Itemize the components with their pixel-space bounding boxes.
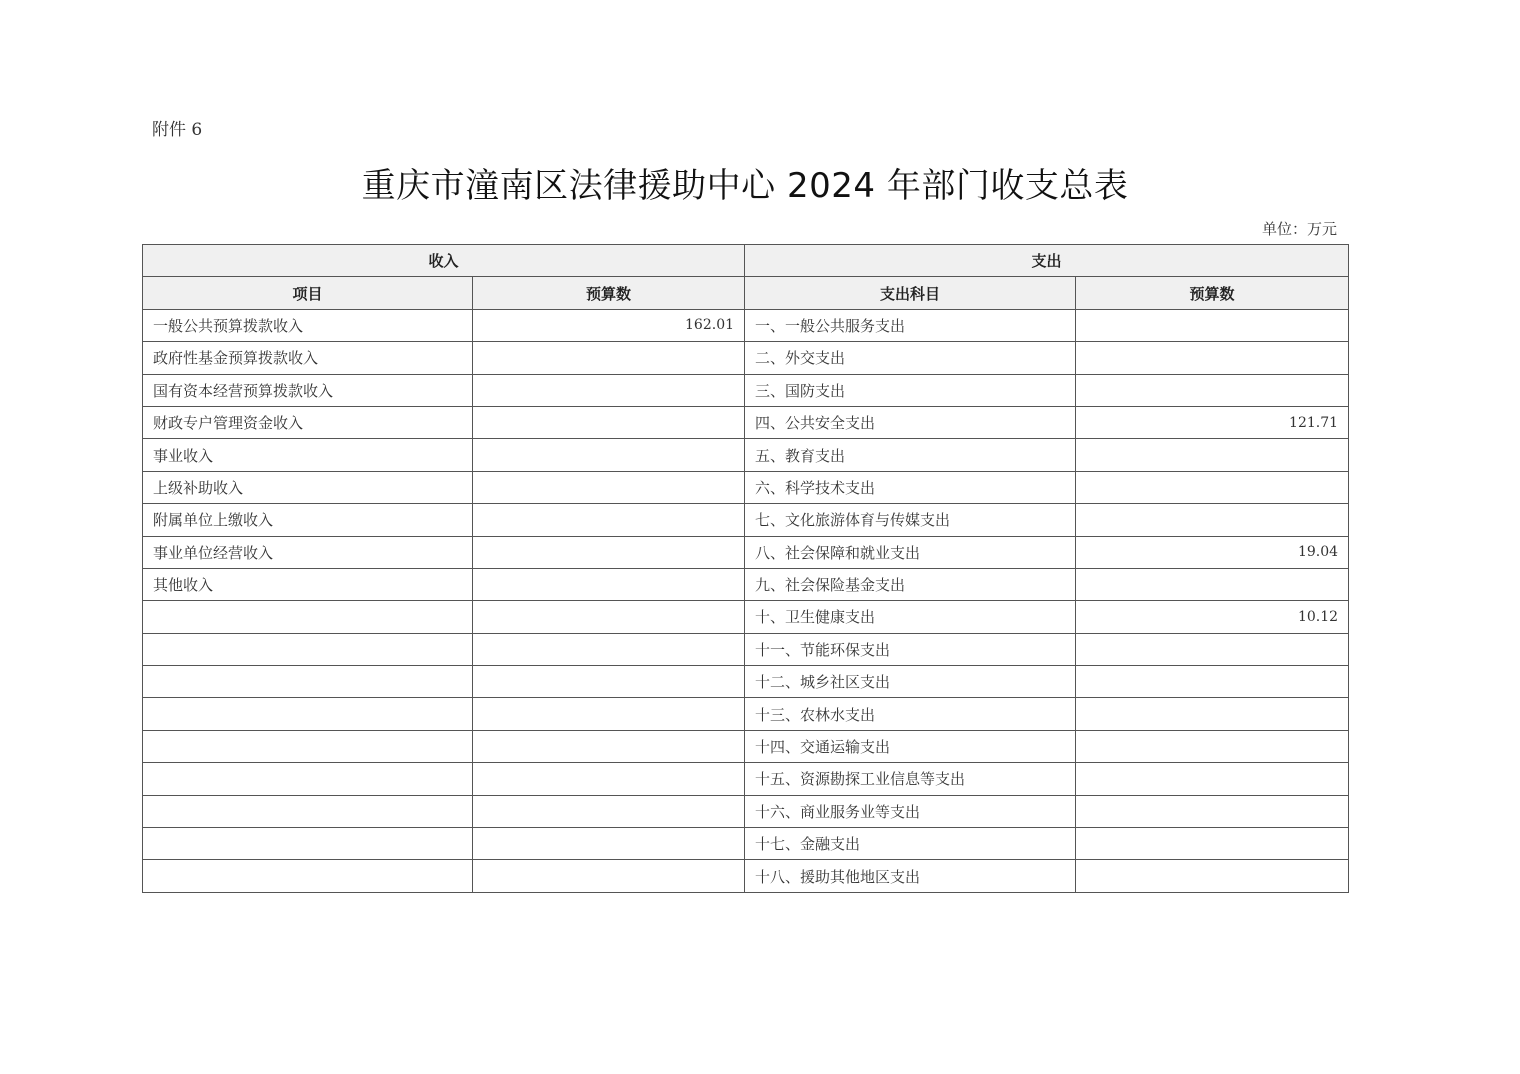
expense-amount-cell <box>1076 342 1349 374</box>
income-item-cell <box>143 795 473 827</box>
income-item-cell: 其他收入 <box>143 568 473 600</box>
income-item-cell <box>143 730 473 762</box>
table-row <box>143 795 1349 827</box>
income-amount-cell <box>473 439 745 471</box>
column-header-income-amount: 预算数 <box>473 277 745 309</box>
expense-item-cell: 十、卫生健康支出 <box>745 601 1076 633</box>
income-item-cell: 事业单位经营收入 <box>143 536 473 568</box>
attachment-label: 附件 6 <box>152 120 203 140</box>
table-row <box>143 374 1349 406</box>
income-item-cell: 附属单位上缴收入 <box>143 504 473 536</box>
income-amount-cell <box>473 828 745 860</box>
income-item-cell <box>143 763 473 795</box>
page-title: 重庆市潼南区法律援助中心 2024 年部门收支总表 <box>361 166 1129 206</box>
expense-amount-cell <box>1076 860 1349 892</box>
income-item-cell: 上级补助收入 <box>143 471 473 503</box>
income-amount-cell <box>473 504 745 536</box>
income-amount-cell: 162.01 <box>473 309 745 341</box>
income-amount-cell <box>473 471 745 503</box>
table-row <box>143 536 1349 568</box>
group-header-row <box>143 245 1349 277</box>
expense-item-cell: 十五、资源勘探工业信息等支出 <box>745 763 1076 795</box>
expense-item-cell: 三、国防支出 <box>745 374 1076 406</box>
table-row <box>143 471 1349 503</box>
expense-amount-cell <box>1076 730 1349 762</box>
expense-amount-cell <box>1076 666 1349 698</box>
expense-amount-cell <box>1076 568 1349 600</box>
expense-item-cell: 二、外交支出 <box>745 342 1076 374</box>
expense-item-cell: 八、社会保障和就业支出 <box>745 536 1076 568</box>
expense-item-cell: 十二、城乡社区支出 <box>745 666 1076 698</box>
column-header-income-item: 项目 <box>143 277 473 309</box>
income-item-cell <box>143 698 473 730</box>
expense-amount-cell: 121.71 <box>1076 406 1349 438</box>
income-amount-cell <box>473 860 745 892</box>
expense-amount-cell <box>1076 374 1349 406</box>
table-row <box>143 406 1349 438</box>
expense-amount-cell <box>1076 763 1349 795</box>
income-amount-cell <box>473 795 745 827</box>
expense-item-cell: 十一、节能环保支出 <box>745 633 1076 665</box>
expense-item-cell: 十三、农林水支出 <box>745 698 1076 730</box>
expense-item-cell: 七、文化旅游体育与传媒支出 <box>745 504 1076 536</box>
expense-item-cell: 十七、金融支出 <box>745 828 1076 860</box>
table-row <box>143 309 1349 341</box>
expense-amount-cell <box>1076 471 1349 503</box>
income-amount-cell <box>473 568 745 600</box>
income-amount-cell <box>473 374 745 406</box>
expense-amount-cell <box>1076 633 1349 665</box>
income-amount-cell <box>473 666 745 698</box>
expense-item-cell: 十四、交通运输支出 <box>745 730 1076 762</box>
expense-item-cell: 十六、商业服务业等支出 <box>745 795 1076 827</box>
expense-amount-cell <box>1076 828 1349 860</box>
column-header-expense-amount: 预算数 <box>1076 277 1349 309</box>
table-row <box>143 698 1349 730</box>
expense-amount-cell <box>1076 309 1349 341</box>
expense-amount-cell <box>1076 698 1349 730</box>
income-item-cell: 事业收入 <box>143 439 473 471</box>
income-amount-cell <box>473 763 745 795</box>
table-row <box>143 633 1349 665</box>
income-group-header: 收入 <box>143 245 745 277</box>
income-amount-cell <box>473 730 745 762</box>
expense-amount-cell <box>1076 504 1349 536</box>
income-amount-cell <box>473 342 745 374</box>
expense-item-cell: 五、教育支出 <box>745 439 1076 471</box>
expense-amount-cell <box>1076 795 1349 827</box>
table-row <box>143 666 1349 698</box>
expense-group-header: 支出 <box>745 245 1349 277</box>
income-item-cell: 财政专户管理资金收入 <box>143 406 473 438</box>
income-item-cell: 国有资本经营预算拨款收入 <box>143 374 473 406</box>
expense-amount-cell: 10.12 <box>1076 601 1349 633</box>
expense-amount-cell: 19.04 <box>1076 536 1349 568</box>
budget-table <box>142 244 1349 893</box>
expense-item-cell: 六、科学技术支出 <box>745 471 1076 503</box>
table-row <box>143 860 1349 892</box>
income-amount-cell <box>473 601 745 633</box>
income-item-cell: 政府性基金预算拨款收入 <box>143 342 473 374</box>
income-amount-cell <box>473 536 745 568</box>
table-row <box>143 439 1349 471</box>
table-row <box>143 828 1349 860</box>
unit-label: 单位：万元 <box>1261 220 1337 238</box>
income-item-cell <box>143 633 473 665</box>
budget-table-body <box>143 309 1349 892</box>
column-header-expense-item: 支出科目 <box>745 277 1076 309</box>
income-item-cell <box>143 666 473 698</box>
table-row <box>143 601 1349 633</box>
income-item-cell: 一般公共预算拨款收入 <box>143 309 473 341</box>
column-header-row <box>143 277 1349 309</box>
table-row <box>143 763 1349 795</box>
expense-item-cell: 十八、援助其他地区支出 <box>745 860 1076 892</box>
income-amount-cell <box>473 406 745 438</box>
table-row <box>143 568 1349 600</box>
table-row <box>143 504 1349 536</box>
table-row <box>143 342 1349 374</box>
income-amount-cell <box>473 698 745 730</box>
income-item-cell <box>143 601 473 633</box>
income-amount-cell <box>473 633 745 665</box>
expense-item-cell: 一、一般公共服务支出 <box>745 309 1076 341</box>
expense-amount-cell <box>1076 439 1349 471</box>
expense-item-cell: 四、公共安全支出 <box>745 406 1076 438</box>
income-item-cell <box>143 860 473 892</box>
table-row <box>143 730 1349 762</box>
income-item-cell <box>143 828 473 860</box>
expense-item-cell: 九、社会保险基金支出 <box>745 568 1076 600</box>
